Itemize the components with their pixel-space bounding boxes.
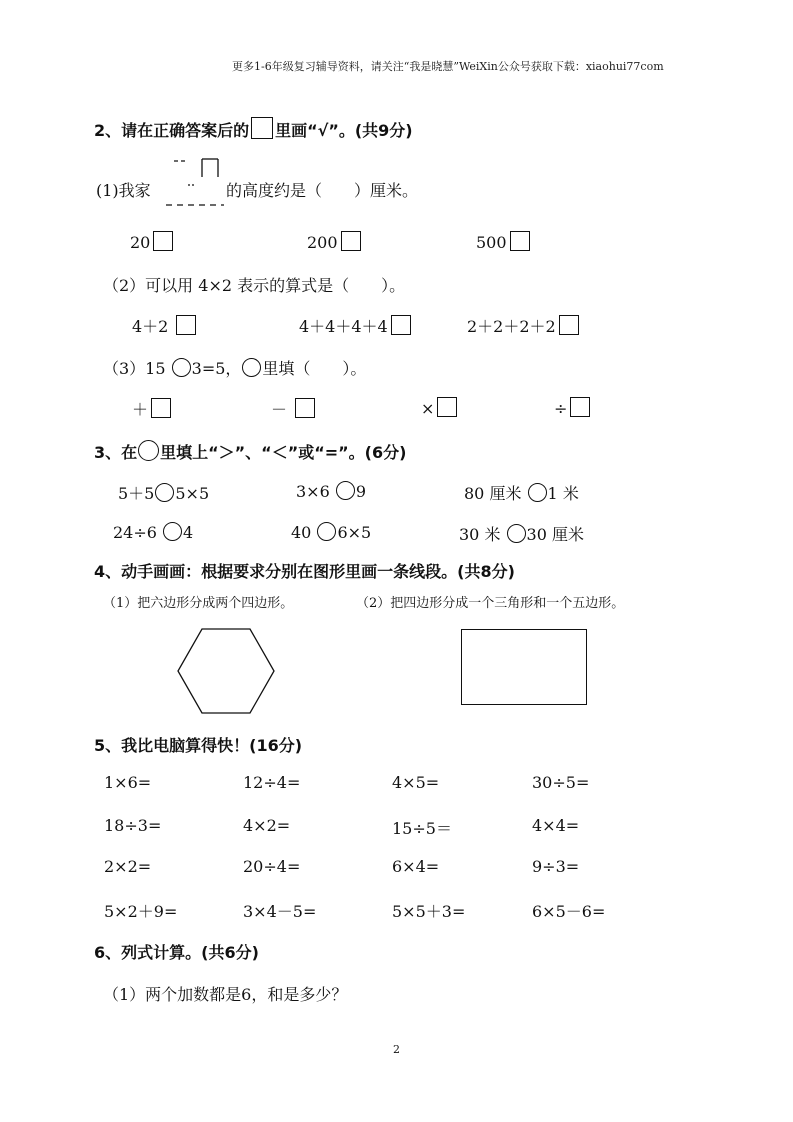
compare-item-1 bbox=[118, 481, 209, 504]
answer-circle[interactable] bbox=[172, 358, 191, 377]
option-label: 4＋2 bbox=[132, 317, 169, 336]
answer-box[interactable] bbox=[391, 315, 411, 335]
calc-item: 5×5＋3= bbox=[392, 902, 466, 921]
compare-left: 30 米 bbox=[459, 525, 501, 544]
compare-item-4 bbox=[113, 522, 193, 542]
q2-3-text-b: 3=5， bbox=[191, 359, 242, 378]
section-6-title: 6、列式计算。(共6分) bbox=[94, 943, 259, 962]
option-label: ÷ bbox=[554, 399, 568, 418]
q4-1-text: （1）把六边形分成两个四边形。 bbox=[103, 596, 294, 611]
q2-3-option-4[interactable] bbox=[554, 397, 590, 418]
compare-circle[interactable] bbox=[163, 522, 182, 541]
compare-item-2 bbox=[296, 481, 366, 501]
compare-right: 9 bbox=[355, 482, 367, 501]
option-label: 500 bbox=[476, 233, 507, 252]
q2-1-option-2[interactable] bbox=[307, 231, 361, 252]
answer-box[interactable] bbox=[570, 397, 590, 417]
q4-2-text: （2）把四边形分成一个三角形和一个五边形。 bbox=[356, 596, 625, 611]
calc-item: 18÷3= bbox=[104, 816, 162, 835]
option-label: 200 bbox=[307, 233, 338, 252]
calc-item: 4×5= bbox=[392, 773, 440, 792]
section-2-title-a: 2、请在正确答案后的 bbox=[94, 121, 250, 140]
compare-right: 4 bbox=[183, 523, 194, 542]
compare-circle[interactable] bbox=[528, 483, 547, 502]
answer-box[interactable] bbox=[295, 398, 315, 418]
calc-item: 1×6= bbox=[104, 773, 152, 792]
q2-2-option-3[interactable] bbox=[467, 314, 579, 337]
compare-circle[interactable] bbox=[507, 524, 526, 543]
compare-item-5 bbox=[291, 522, 371, 542]
answer-box[interactable] bbox=[153, 231, 173, 251]
q2-1-option-3[interactable] bbox=[476, 231, 530, 252]
answer-box[interactable] bbox=[559, 315, 579, 335]
q2-1-text-a: (1)我家 bbox=[96, 181, 151, 200]
q2-2-option-2[interactable] bbox=[299, 314, 411, 337]
q2-3-option-3[interactable] bbox=[421, 397, 457, 418]
option-label: 20 bbox=[130, 233, 151, 252]
q2-2-option-1[interactable] bbox=[132, 314, 196, 337]
calc-item: 3×4－5= bbox=[243, 902, 317, 921]
calc-item: 20÷4= bbox=[243, 857, 301, 876]
section-3-title-a: 3、在 bbox=[94, 443, 138, 462]
section-3-title-b: 里填上“＞”、“＜”或“=”。(6分) bbox=[160, 443, 407, 462]
section-2-title bbox=[94, 117, 413, 141]
answer-box[interactable] bbox=[437, 397, 457, 417]
section-2-title-b: 里画“√”。(共9分) bbox=[275, 121, 413, 140]
q2-3-text-a: （3）15 bbox=[103, 359, 166, 378]
q2-1-option-1[interactable] bbox=[130, 231, 173, 252]
answer-box[interactable] bbox=[176, 315, 196, 335]
compare-left: 80 厘米 bbox=[464, 484, 522, 503]
quadrilateral-shape[interactable] bbox=[461, 629, 587, 705]
calc-item: 2×2= bbox=[104, 857, 152, 876]
calc-item: 6×5－6= bbox=[532, 902, 606, 921]
compare-left: 24÷6 bbox=[113, 523, 157, 542]
compare-circle[interactable] bbox=[155, 483, 174, 502]
q6-1-text: （1）两个加数都是6，和是多少？ bbox=[103, 985, 348, 1004]
page-header: 更多1-6年级复习辅导资料，请关注“我是晓慧”WeiXin公众号获取下载：xiaohui77com bbox=[232, 60, 664, 73]
option-label: ＋ bbox=[132, 400, 149, 419]
compare-left: 40 bbox=[291, 523, 312, 542]
q2-3-option-2[interactable] bbox=[271, 397, 315, 420]
answer-box[interactable] bbox=[341, 231, 361, 251]
q2-1-text-b: 的高度约是（ ）厘米。 bbox=[226, 181, 419, 200]
q2-3-text-c: 里填（ ）。 bbox=[262, 359, 367, 378]
door-picture bbox=[166, 155, 230, 215]
calc-item: 30÷5= bbox=[532, 773, 590, 792]
option-label: － bbox=[271, 400, 288, 419]
compare-left: 5＋5 bbox=[118, 484, 155, 503]
option-label: × bbox=[421, 399, 435, 418]
compare-right: 30 厘米 bbox=[526, 525, 584, 544]
compare-right: 6×5 bbox=[337, 523, 372, 542]
calc-item: 5×2＋9= bbox=[104, 902, 178, 921]
circle-sample bbox=[138, 440, 159, 461]
answer-circle-ref bbox=[242, 358, 261, 377]
compare-item-6 bbox=[459, 522, 584, 545]
option-label: 2＋2＋2＋2 bbox=[467, 317, 556, 336]
option-label: 4＋4＋4＋4 bbox=[299, 317, 388, 336]
page-number: 2 bbox=[393, 1043, 400, 1056]
calc-item: 6×4= bbox=[392, 857, 440, 876]
answer-box[interactable] bbox=[151, 398, 171, 418]
calc-item: 9÷3= bbox=[532, 857, 580, 876]
calc-item: 15÷5＝ bbox=[392, 819, 452, 838]
calc-item: 12÷4= bbox=[243, 773, 301, 792]
compare-circle[interactable] bbox=[317, 522, 336, 541]
compare-left: 3×6 bbox=[296, 482, 330, 501]
section-5-title: 5、我比电脑算得快！(16分) bbox=[94, 736, 303, 755]
answer-box-sample bbox=[251, 117, 273, 139]
calc-item: 4×4= bbox=[532, 816, 580, 835]
answer-box[interactable] bbox=[510, 231, 530, 251]
calc-item: 4×2= bbox=[243, 816, 291, 835]
compare-item-3 bbox=[464, 481, 579, 504]
q2-3-option-1[interactable] bbox=[132, 397, 171, 420]
compare-circle[interactable] bbox=[336, 481, 355, 500]
q2-3-text bbox=[103, 356, 366, 379]
hexagon-shape[interactable] bbox=[176, 628, 276, 714]
section-4-title: 4、动手画画：根据要求分别在图形里画一条线段。(共8分) bbox=[94, 562, 515, 581]
compare-right: 5×5 bbox=[175, 484, 210, 503]
q2-2-text: （2）可以用 4×2 表示的算式是（ ）。 bbox=[103, 276, 406, 295]
compare-right: 1 米 bbox=[547, 484, 579, 503]
section-3-title bbox=[94, 440, 406, 463]
